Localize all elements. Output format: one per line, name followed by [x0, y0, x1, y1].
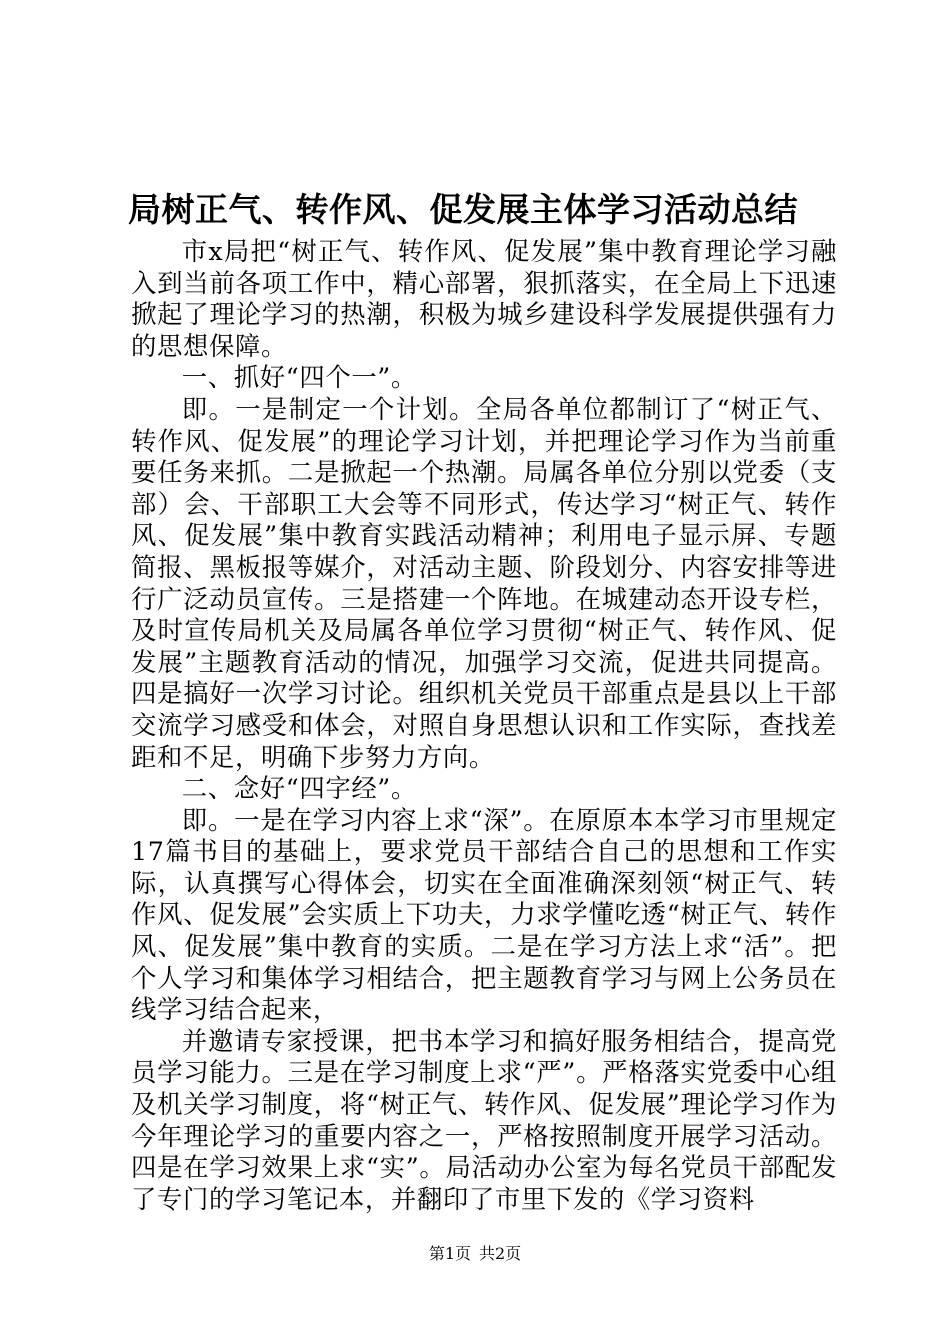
intro-paragraph: 市x局把“树正气、转作风、促发展”集中教育理论学习融入到当前各项工作中，精心部署，狠抓落实，在全局上下迅速掀起了理论学习的热潮，积极为城乡建设科学发展提供强有力的思想保障。	[131, 236, 837, 361]
section-paragraph-1: 即。一是制定一个计划。全局各单位都制订了“树正气、转作风、促发展”的理论学习计划，并把理论学习作为当前重要任务来抓。二是掀起一个热潮。局属各单位分别以党委（支部）会、干部职工大会等不同形式，传达学习“树正气、转作风、促发展”集中教育实践活动精神；利用电子显示屏、专题简报、黑板报等媒介，对活动主题、阶段划分、内容安排等进行广泛动员宣传。三是搭建一个阵地。在城建动态开设专栏，及时宣传局机关及局属各单位学习贯彻“树正气、转作风、促发展”主题教育活动的情况，加强学习交流，促进共同提高。四是搞好一次学习讨论。组织机关党员干部重点是县以上干部交流学习感受和体会，对照自身思想认识和工作实际，查找差距和不足，明确下步努力方向。	[131, 393, 837, 772]
page-footer	[0, 1244, 950, 1264]
page-total: 共2页	[479, 1244, 522, 1263]
document-title: 局树正气、转作风、促发展主体学习活动总结	[128, 190, 798, 229]
page-number: 第1页	[428, 1244, 471, 1263]
section-paragraph-2: 即。一是在学习内容上求“深”。在原原本本学习市里规定17篇书目的基础上，要求党员干部结合自己的思想和工作实际，认真撰写心得体会，切实在全面准确深刻领“树正气、转作风、促发展”会实质上下功夫，力求学懂吃透“树正气、转作风、促发展”集中教育的实质。二是在学习方法上求“活”。把个人学习和集体学习相结合，把主题教育学习与网上公务员在线学习结合起来，	[131, 804, 837, 1025]
section-heading-2: 二、念好“四字经”。	[181, 773, 417, 804]
section-heading-1: 一、抓好“四个一”。	[181, 362, 417, 393]
document-body	[131, 236, 837, 1215]
section-paragraph-3: 并邀请专家授课，把书本学习和搞好服务相结合，提高党员学习能力。三是在学习制度上求“严”。严格落实党委中心组及机关学习制度，将“树正气、转作风、促发展”理论学习作为今年理论学习的重要内容之一，严格按照制度开展学习活动。四是在学习效果上求“实”。局活动办公室为每名党员干部配发了专门的学习笔记本，并翻印了市里下发的《学习资料	[131, 1025, 837, 1214]
